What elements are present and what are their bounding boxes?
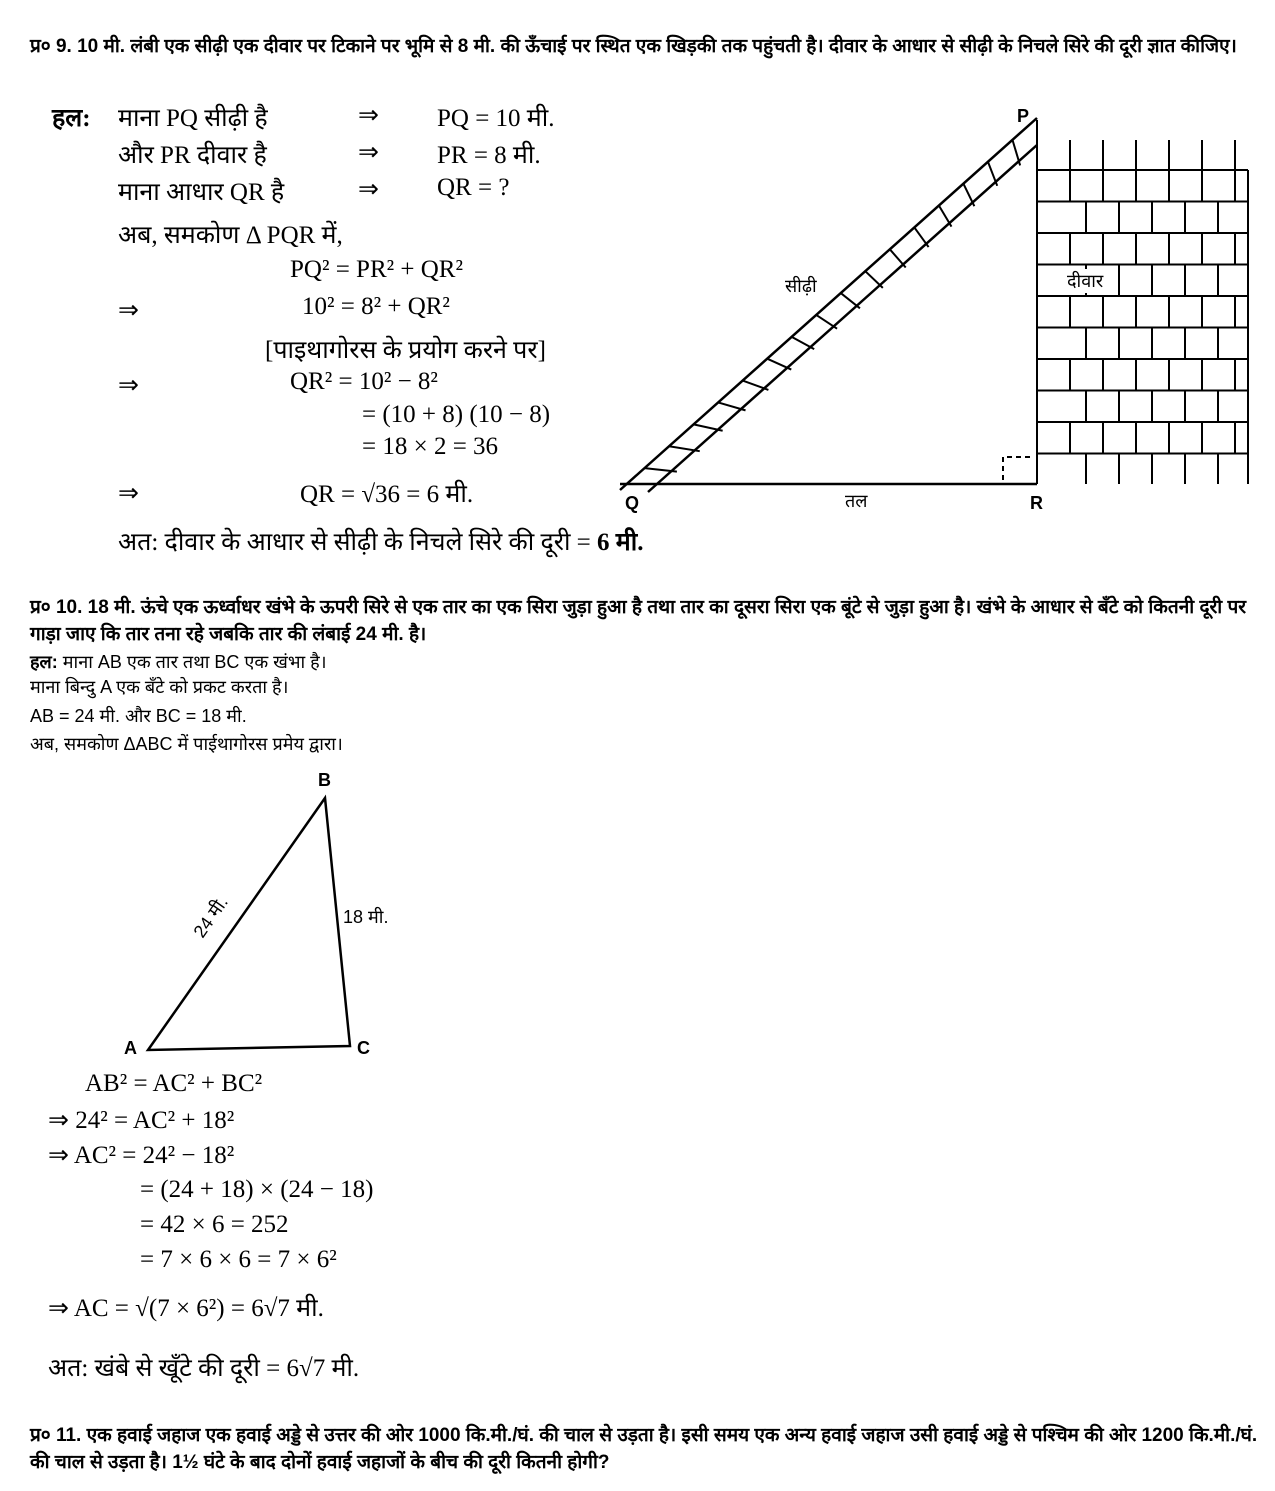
q10-eq7: ⇒ AC = √(7 × 6²) = 6√7 मी. <box>48 1295 324 1322</box>
q10-eq2: ⇒ 24² = AC² + 18² <box>48 1107 235 1134</box>
point-q-label: Q <box>625 493 640 513</box>
q9-line-2: और PR दीवार है <box>118 142 267 169</box>
question-11: प्र० 11. एक हवाई जहाज एक हवाई अड्डे से उत्तर की ओर 1000 कि.मी./घं. की चाल से उड़ता है। इसी समय एक अन्य हवाई जहाज उसी हवाई अड्डे से पश्चिम की ओर 1200 कि.मी./घं. की चाल से उड़ता है। 1½ घंटे के बाद दोनों हवाई जहाजों के बीच की दूरी कितनी होगी? <box>30 1425 1258 1473</box>
q10-eq4: = (24 + 18) × (24 − 18) <box>140 1176 374 1203</box>
q9-eq2: 10² = 8² + QR² <box>302 293 450 320</box>
q10-eq3: ⇒ AC² = 24² − 18² <box>48 1142 235 1169</box>
q9-pq-value: PQ = 10 मी. <box>437 105 555 132</box>
solution-label: हल: <box>30 652 58 672</box>
q9-triangle-line: अब, समकोण Δ PQR में, <box>118 222 343 249</box>
q9-eq1: PQ² = PR² + QR² <box>290 256 463 283</box>
solution-label: हल: <box>52 105 91 132</box>
q10-eq6: = 7 × 6 × 6 = 7 × 6² <box>140 1246 337 1273</box>
implies-symbol: ⇒ <box>118 297 139 324</box>
ladder-label: सीढ़ी <box>785 276 817 296</box>
q10-line-4: अब, समकोण ΔABC में पाईथागोरस प्रमेय द्वारा। <box>30 734 343 754</box>
ab-length-label: 24 मी. <box>189 892 232 942</box>
implies-symbol: ⇒ <box>358 102 379 129</box>
line-text: माना AB एक तार तथा BC एक खंभा है। <box>62 652 327 672</box>
q9-pr-value: PR = 8 मी. <box>437 142 541 169</box>
q9-eq3: QR² = 10² − 8² <box>290 368 438 395</box>
q9-qr-value: QR = ? <box>437 174 510 201</box>
bc-length-label: 18 मी. <box>343 907 389 927</box>
answer: 6 मी. <box>597 529 644 556</box>
point-b-label: B <box>318 770 331 790</box>
q9-note: [पाइथागोरस के प्रयोग करने पर] <box>265 337 546 364</box>
q9-eq4: = (10 + 8) (10 − 8) <box>362 401 551 428</box>
implies-symbol: ⇒ <box>358 176 379 203</box>
q10-line-1 <box>30 650 327 675</box>
implies-symbol: ⇒ <box>118 480 139 507</box>
implies-symbol: ⇒ <box>118 372 139 399</box>
q10-eq1: AB² = AC² + BC² <box>85 1070 263 1097</box>
q9-eq6: QR = √36 = 6 मी. <box>300 481 474 508</box>
q9-line-3: माना आधार QR है <box>118 179 285 206</box>
conclusion-text: अत: दीवार के आधार से सीढ़ी के निचले सिरे की दूरी = <box>118 529 598 556</box>
implies-symbol: ⇒ <box>358 139 379 166</box>
q9-eq5: = 18 × 2 = 36 <box>362 433 499 460</box>
point-p-label: P <box>1017 106 1030 126</box>
q10-line-3: AB = 24 मी. और BC = 18 मी. <box>30 706 247 726</box>
point-c-label: C <box>357 1038 370 1058</box>
q10-eq5: = 42 × 6 = 252 <box>140 1211 289 1238</box>
question-10: प्र० 10. 18 मी. ऊंचे एक ऊर्ध्वाधर खंभे के ऊपरी सिरे से एक तार का एक सिरा जुड़ा हुआ है तथा तार का दूसरा सिरा एक बूंटे से जुड़ा हुआ है। खंभे के आधार से बँटे को कितनी दूरी पर गाड़ा जाए कि तार तना रहे जबकि तार की लंबाई 24 मी. है। <box>30 597 1247 645</box>
q10-line-2: माना बिन्दु A एक बँटे को प्रकट करता है। <box>30 677 289 697</box>
q10-conclusion: अत: खंबे से खूँटे की दूरी = 6√7 मी. <box>48 1355 360 1382</box>
question-9: प्र० 9. 10 मी. लंबी एक सीढ़ी एक दीवार पर टिकाने पर भूमि से 8 मी. की ऊँचाई पर स्थित एक खिड़की तक पहुंचती है। दीवार के आधार से सीढ़ी के निचले सिरे की दूरी ज्ञात कीजिए। <box>30 36 1237 57</box>
wall-label: दीवार <box>1064 269 1106 293</box>
ground-label: तल <box>845 491 868 511</box>
point-r-label: R <box>1030 493 1043 513</box>
q9-line-1: माना PQ सीढ़ी है <box>118 105 268 132</box>
point-a-label: A <box>124 1038 137 1058</box>
